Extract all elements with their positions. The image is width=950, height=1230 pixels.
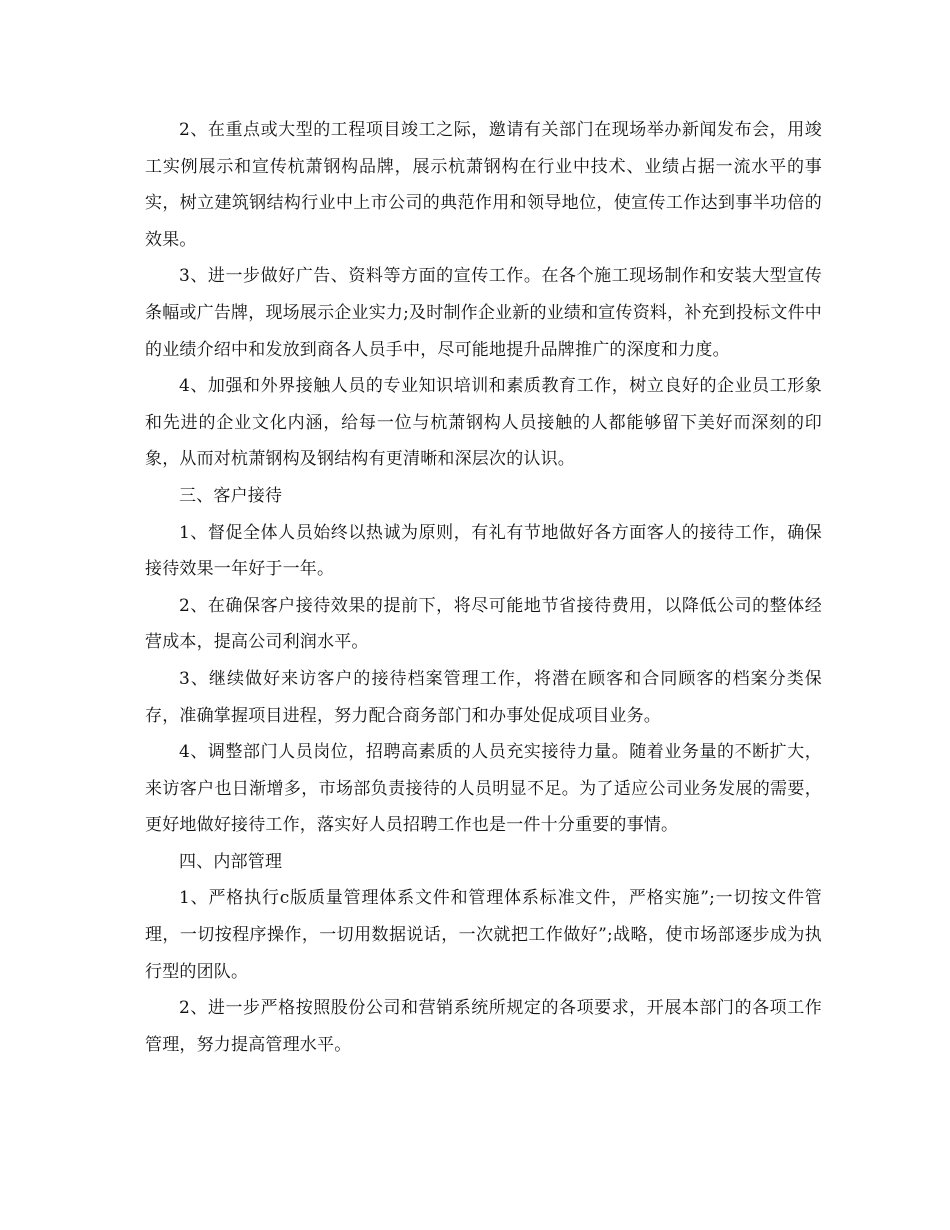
section-heading-customer-reception: 三、客户接待: [179, 485, 283, 506]
paragraph-reception-4: 4、调整部门人员岗位，招聘高素质的人员充实接待力量。随着业务量的不断扩大，来访客户也日渐增多，市场部负责接待的人员明显不足。为了适应公司业务发展的需要，更好地做好接待工作，落实好人员招聘工作也是一件十分重要的事情。: [145, 742, 822, 836]
section-heading-internal-management: 四、内部管理: [179, 851, 283, 872]
paragraph-publicity-4: 4、加强和外界接触人员的专业知识培训和素质教育工作，树立良好的企业员工形象和先进的企业文化内涵，给每一位与杭萧钢构人员接触的人都能够留下美好而深刻的印象，从而对杭萧钢构及钢结构有更清晰和深层次的认识。: [145, 376, 822, 470]
paragraph-management-2: 2、进一步严格按照股份公司和营销系统所规定的各项要求，开展本部门的各项工作管理，努力提高管理水平。: [145, 998, 822, 1055]
paragraph-publicity-2: 2、在重点或大型的工程项目竣工之际，邀请有关部门在现场举办新闻发布会，用竣工实例展示和宣传杭萧钢构品牌，展示杭萧钢构在行业中技术、业绩占据一流水平的事实，树立建筑钢结构行业中上市公司的典范作用和领导地位，使宣传工作达到事半功倍的效果。: [145, 120, 822, 250]
paragraph-management-1: 1、严格执行c版质量管理体系文件和管理体系标准文件，严格实施”;一切按文件管理，一切按程序操作，一切用数据说话，一次就把工作做好”;战略，使市场部逐步成为执行型的团队。: [145, 888, 822, 982]
paragraph-reception-1: 1、督促全体人员始终以热诚为原则，有礼有节地做好各方面客人的接待工作，确保接待效果一年好于一年。: [145, 522, 822, 580]
paragraph-reception-3: 3、继续做好来访客户的接待档案管理工作，将潜在顾客和合同顾客的档案分类保存，准确掌握项目进程，努力配合商务部门和办事处促成项目业务。: [145, 668, 822, 726]
paragraph-publicity-3: 3、进一步做好广告、资料等方面的宣传工作。在各个施工现场制作和安装大型宣传条幅或广告牌，现场展示企业实力;及时制作企业新的业绩和宣传资料，补充到投标文件中的业绩介绍中和发放到商各人员手中，尽可能地提升品牌推广的深度和力度。: [145, 266, 822, 360]
paragraph-reception-2: 2、在确保客户接待效果的提前下，将尽可能地节省接待费用，以降低公司的整体经营成本，提高公司利润水平。: [145, 595, 822, 653]
